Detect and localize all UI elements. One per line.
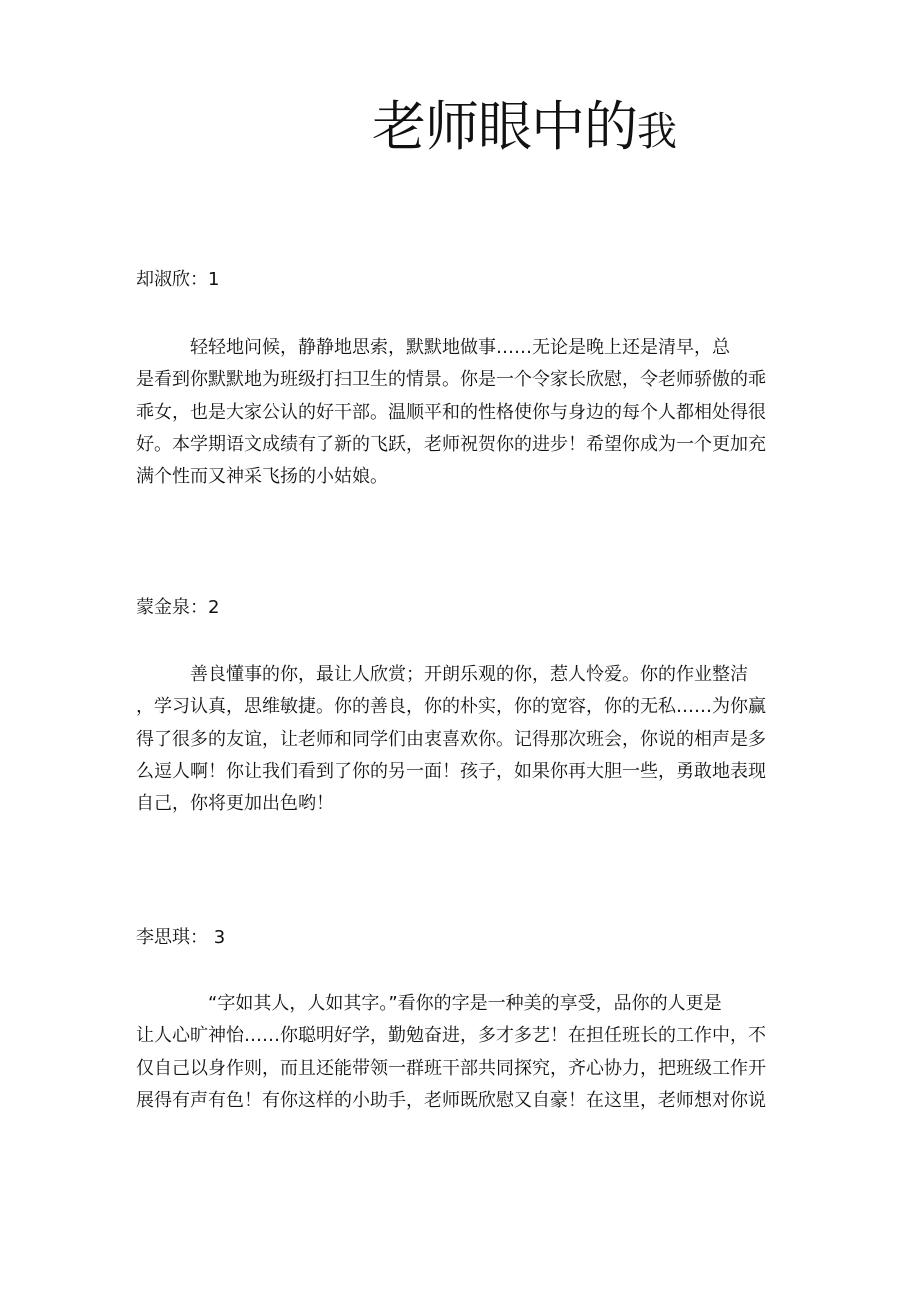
page-title bbox=[372, 95, 677, 158]
comment-paragraph-3 bbox=[136, 988, 796, 1117]
comment-line: ，学习认真，思维敏捷。你的善良，你的朴实，你的宽容，你的无私……为你赢 bbox=[136, 696, 766, 718]
comment-line: 让人心旷神怡……你聪明好学，勤勉奋进，多才多艺！在担任班长的工作中，不 bbox=[136, 1025, 766, 1047]
comment-paragraph-1 bbox=[136, 332, 796, 493]
comment-line: 好。本学期语文成绩有了新的飞跃，老师祝贺你的进步！希望你成为一个更加充 bbox=[136, 433, 766, 455]
comment-line: 自己，你将更加出色哟！ bbox=[136, 793, 334, 815]
comment-line: 轻轻地问候，静静地思索，默默地做事……无论是晚上还是清早，总 bbox=[136, 337, 730, 358]
comment-line: 么逗人啊！你让我们看到了你的另一面！孩子，如果你再大胆一些，勇敢地表现 bbox=[136, 760, 766, 782]
student-name-3: 李思琪： 3 bbox=[136, 927, 226, 948]
comment-line: 得了很多的友谊，让老师和同学们由衷喜欢你。记得那次班会，你说的相声是多 bbox=[136, 728, 766, 750]
comment-line: 是看到你默默地为班级打扫卫生的情景。你是一个令家长欣慰，令老师骄傲的乖 bbox=[136, 369, 766, 391]
student-name-1: 却淑欣：1 bbox=[136, 269, 220, 290]
page-title-main: 老师眼中的 bbox=[372, 95, 637, 158]
student-name-2: 蒙金泉：2 bbox=[136, 597, 220, 618]
comment-line: 善良懂事的你，最让人欣赏；开朗乐观的你，惹人怜爱。你的作业整洁 bbox=[136, 664, 748, 685]
page-title-last-char: 我 bbox=[637, 109, 677, 155]
comment-line: 乖女，也是大家公认的好干部。温顺平和的性格使你与身边的每个人都相处得很 bbox=[136, 401, 766, 423]
comment-line: 满个性而又神采飞扬的小姑娘。 bbox=[136, 466, 388, 488]
comment-line: 仅自己以身作则，而且还能带领一群班干部共同探究，齐心协力，把班级工作开 bbox=[136, 1057, 766, 1079]
comment-line: 展得有声有色！有你这样的小助手，老师既欣慰又自豪！在这里，老师想对你说 bbox=[136, 1089, 766, 1111]
comment-line: “字如其人，人如其字。”看你的字是一种美的享受，品你的人更是 bbox=[136, 993, 722, 1014]
comment-paragraph-2 bbox=[136, 659, 796, 820]
